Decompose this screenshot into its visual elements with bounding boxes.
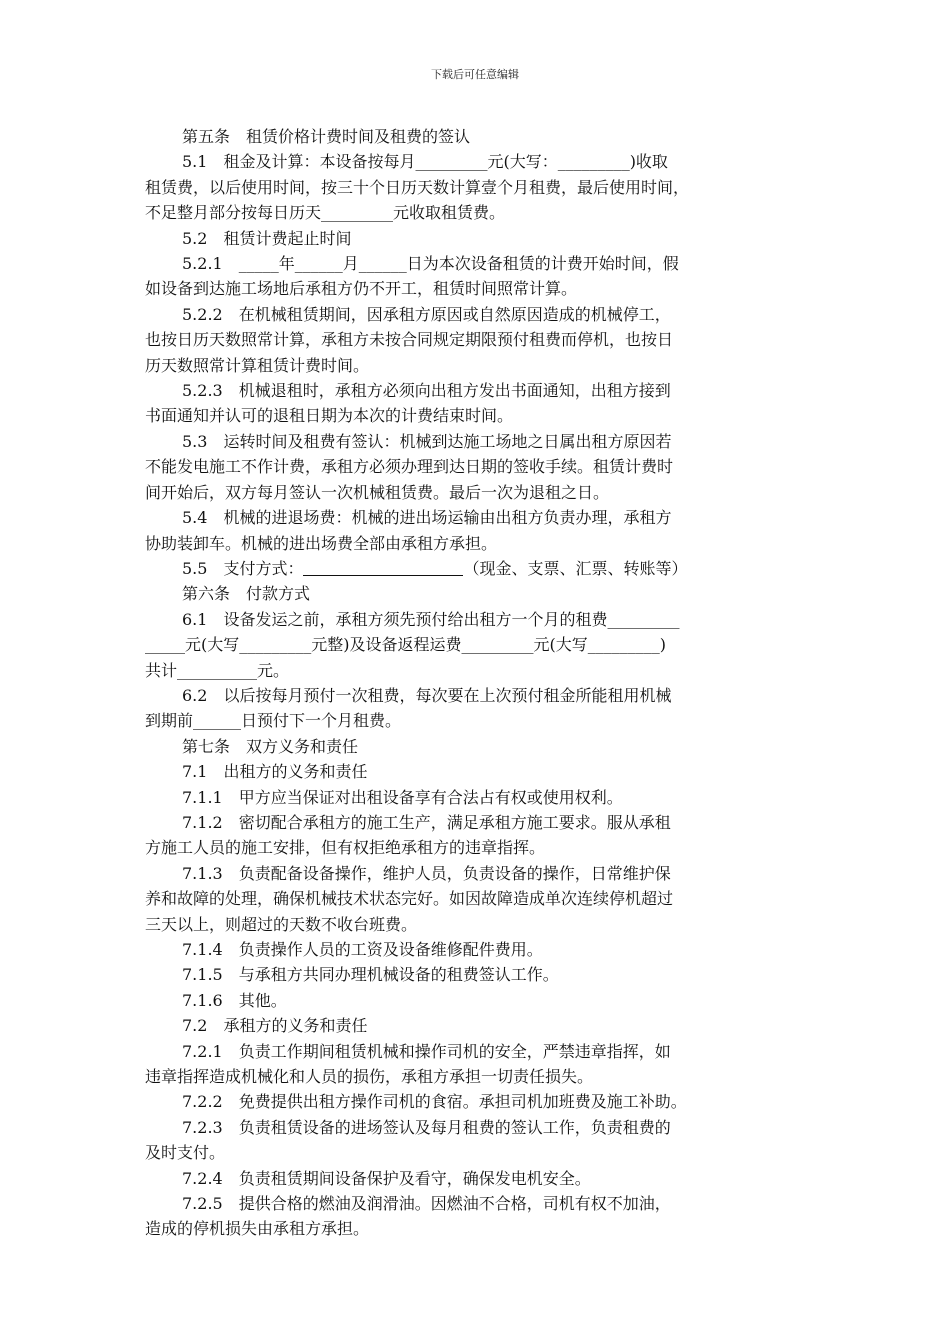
text-line [145, 1216, 795, 1241]
text-line [145, 1013, 795, 1038]
text-line [145, 785, 795, 810]
line-text: 7.2.3 负责租赁设备的进场签认及每月租费的签认工作，负责租费的 [182, 1117, 671, 1137]
line-text: 协助装卸车。机械的进出场费全部由承租方承担。 [145, 533, 498, 553]
line-text: 5.1 租金及计算：本设备按每月_________元(大写：_________)收取 [182, 152, 668, 172]
text-line [145, 835, 795, 860]
text-line [145, 759, 795, 784]
text-line [145, 912, 795, 937]
line-text: _____元(大写_________元整)及设备返程运费_________元(大写_________) [145, 635, 666, 655]
line-text: 第六条 付款方式 [182, 584, 311, 604]
line-text: 养和故障的处理，确保机械技术状态完好。如因故障造成单次连续停机超过 [145, 889, 674, 909]
line-text: 6.1 设备发运之前，承租方须先预付给出租方一个月的租费_________ [182, 609, 680, 629]
line-text: 6.2 以后按每月预付一次租费，每次要在上次预付租金所能租用机械 [182, 685, 672, 705]
text-line [145, 175, 795, 200]
line-text: 历天数照常计算租赁计费时间。 [145, 355, 370, 375]
line-text: 5.5 支付方式： [182, 558, 304, 578]
text-line [145, 962, 795, 987]
text-line [145, 658, 795, 683]
line-text: 到期前______日预付下一个月租费。 [145, 711, 402, 731]
text-line [145, 683, 795, 708]
text-line [145, 556, 795, 581]
text-line [145, 734, 795, 759]
line-text: 7.1.3 负责配备设备操作，维护人员，负责设备的操作，日常维护保 [182, 863, 671, 883]
line-text: 5.2 租赁计费起止时间 [182, 228, 352, 248]
line-text: 第七条 双方义务和责任 [182, 736, 359, 756]
line-text: 7.1 出租方的义务和责任 [182, 762, 368, 782]
blank-line [303, 559, 463, 576]
line-text: 第五条 租赁价格计费时间及租费的签认 [182, 127, 471, 146]
text-line [145, 454, 795, 479]
text-line [145, 1140, 795, 1165]
line-text: 5.3 运转时间及租费有签认：机械到达施工场地之日属出租方原因若 [182, 431, 672, 451]
text-line [145, 276, 795, 301]
line-text: 7.1.5 与承租方共同办理机械设备的租费签认工作。 [182, 965, 559, 985]
text-line [145, 937, 795, 962]
line-text: 三天以上，则超过的天数不收台班费。 [145, 914, 418, 934]
line-text: 7.1.6 其他。 [182, 990, 287, 1010]
text-line [145, 124, 795, 149]
line-text: 7.2.1 负责工作期间租赁机械和操作司机的安全，严禁违章指挥，如 [182, 1041, 671, 1061]
text-line [145, 1039, 795, 1064]
text-line [145, 149, 795, 174]
line-text: 5.2.3 机械退租时，承租方必须向出租方发出书面通知，出租方接到 [182, 381, 671, 401]
line-text: 造成的停机损失由承租方承担。 [145, 1219, 370, 1239]
text-line [145, 403, 795, 428]
line-text: 7.2.5 提供合格的燃油及润滑油。因燃油不合格，司机有权不加油， [182, 1194, 671, 1214]
line-text: 租赁费，以后使用时间，按三十个日历天数计算壹个月租费，最后使用时间， [145, 177, 690, 197]
line-text: 不足整月部分按每日历天_________元收取租赁费。 [145, 203, 506, 223]
document-body [145, 124, 795, 1242]
text-line [145, 1115, 795, 1140]
text-line [145, 1166, 795, 1191]
page-header: 下载后可任意编辑 [431, 68, 519, 81]
text-line [145, 1089, 795, 1114]
text-line [145, 327, 795, 352]
text-line [145, 200, 795, 225]
line-text: 5.2.2 在机械租赁期间，因承租方原因或自然原因造成的机械停工， [182, 304, 671, 324]
text-line [145, 429, 795, 454]
line-text-after: （现金、支票、汇票、转账等） [463, 558, 688, 578]
text-line [145, 378, 795, 403]
text-line [145, 226, 795, 251]
line-text: 7.1.4 负责操作人员的工资及设备维修配件费用。 [182, 940, 543, 959]
text-line [145, 607, 795, 632]
text-line [145, 302, 795, 327]
text-line [145, 531, 795, 556]
line-text: 5.4 机械的进退场费：机械的进出场运输由出租方负责办理，承租方 [182, 508, 672, 528]
text-line [145, 886, 795, 911]
line-text: 7.1.1 甲方应当保证对出租设备享有合法占有权或使用权利。 [182, 787, 623, 807]
line-text: 违章指挥造成机械化和人员的损伤，承租方承担一切责任损失。 [145, 1067, 594, 1087]
text-line [145, 632, 795, 657]
text-line [145, 708, 795, 733]
text-line [145, 505, 795, 530]
text-line [145, 1191, 795, 1216]
line-text: 5.2.1 _____年______月______日为本次设备租赁的计费开始时间，假 [182, 254, 679, 274]
line-text: 共计__________元。 [145, 660, 290, 680]
line-text: 也按日历天数照常计算，承租方未按合同规定期限预付租费而停机，也按日 [145, 330, 674, 350]
line-text: 不能发电施工不作计费，承租方必须办理到达日期的签收手续。租赁计费时 [145, 457, 674, 477]
text-line [145, 353, 795, 378]
text-line [145, 1064, 795, 1089]
line-text: 7.2 承租方的义务和责任 [182, 1016, 368, 1036]
text-line [145, 581, 795, 606]
text-line [145, 251, 795, 276]
text-line [145, 810, 795, 835]
line-text: 7.2.2 免费提供出租方操作司机的食宿。承担司机加班费及施工补助。 [182, 1092, 687, 1112]
line-text: 及时支付。 [145, 1143, 226, 1163]
line-text: 7.1.2 密切配合承租方的施工生产，满足承租方施工要求。服从承租 [182, 812, 671, 832]
line-text: 7.2.4 负责租赁期间设备保护及看守，确保发电机安全。 [182, 1168, 591, 1188]
text-line [145, 861, 795, 886]
line-text: 书面通知并认可的退租日期为本次的计费结束时间。 [145, 406, 514, 426]
line-text: 方施工人员的施工安排，但有权拒绝承租方的违章指挥。 [145, 838, 546, 858]
line-text: 如设备到达施工场地后承租方仍不开工，租赁时间照常计算。 [145, 279, 578, 299]
line-text: 间开始后，双方每月签认一次机械租赁费。最后一次为退租之日。 [145, 482, 610, 502]
text-line [145, 988, 795, 1013]
text-line [145, 480, 795, 505]
